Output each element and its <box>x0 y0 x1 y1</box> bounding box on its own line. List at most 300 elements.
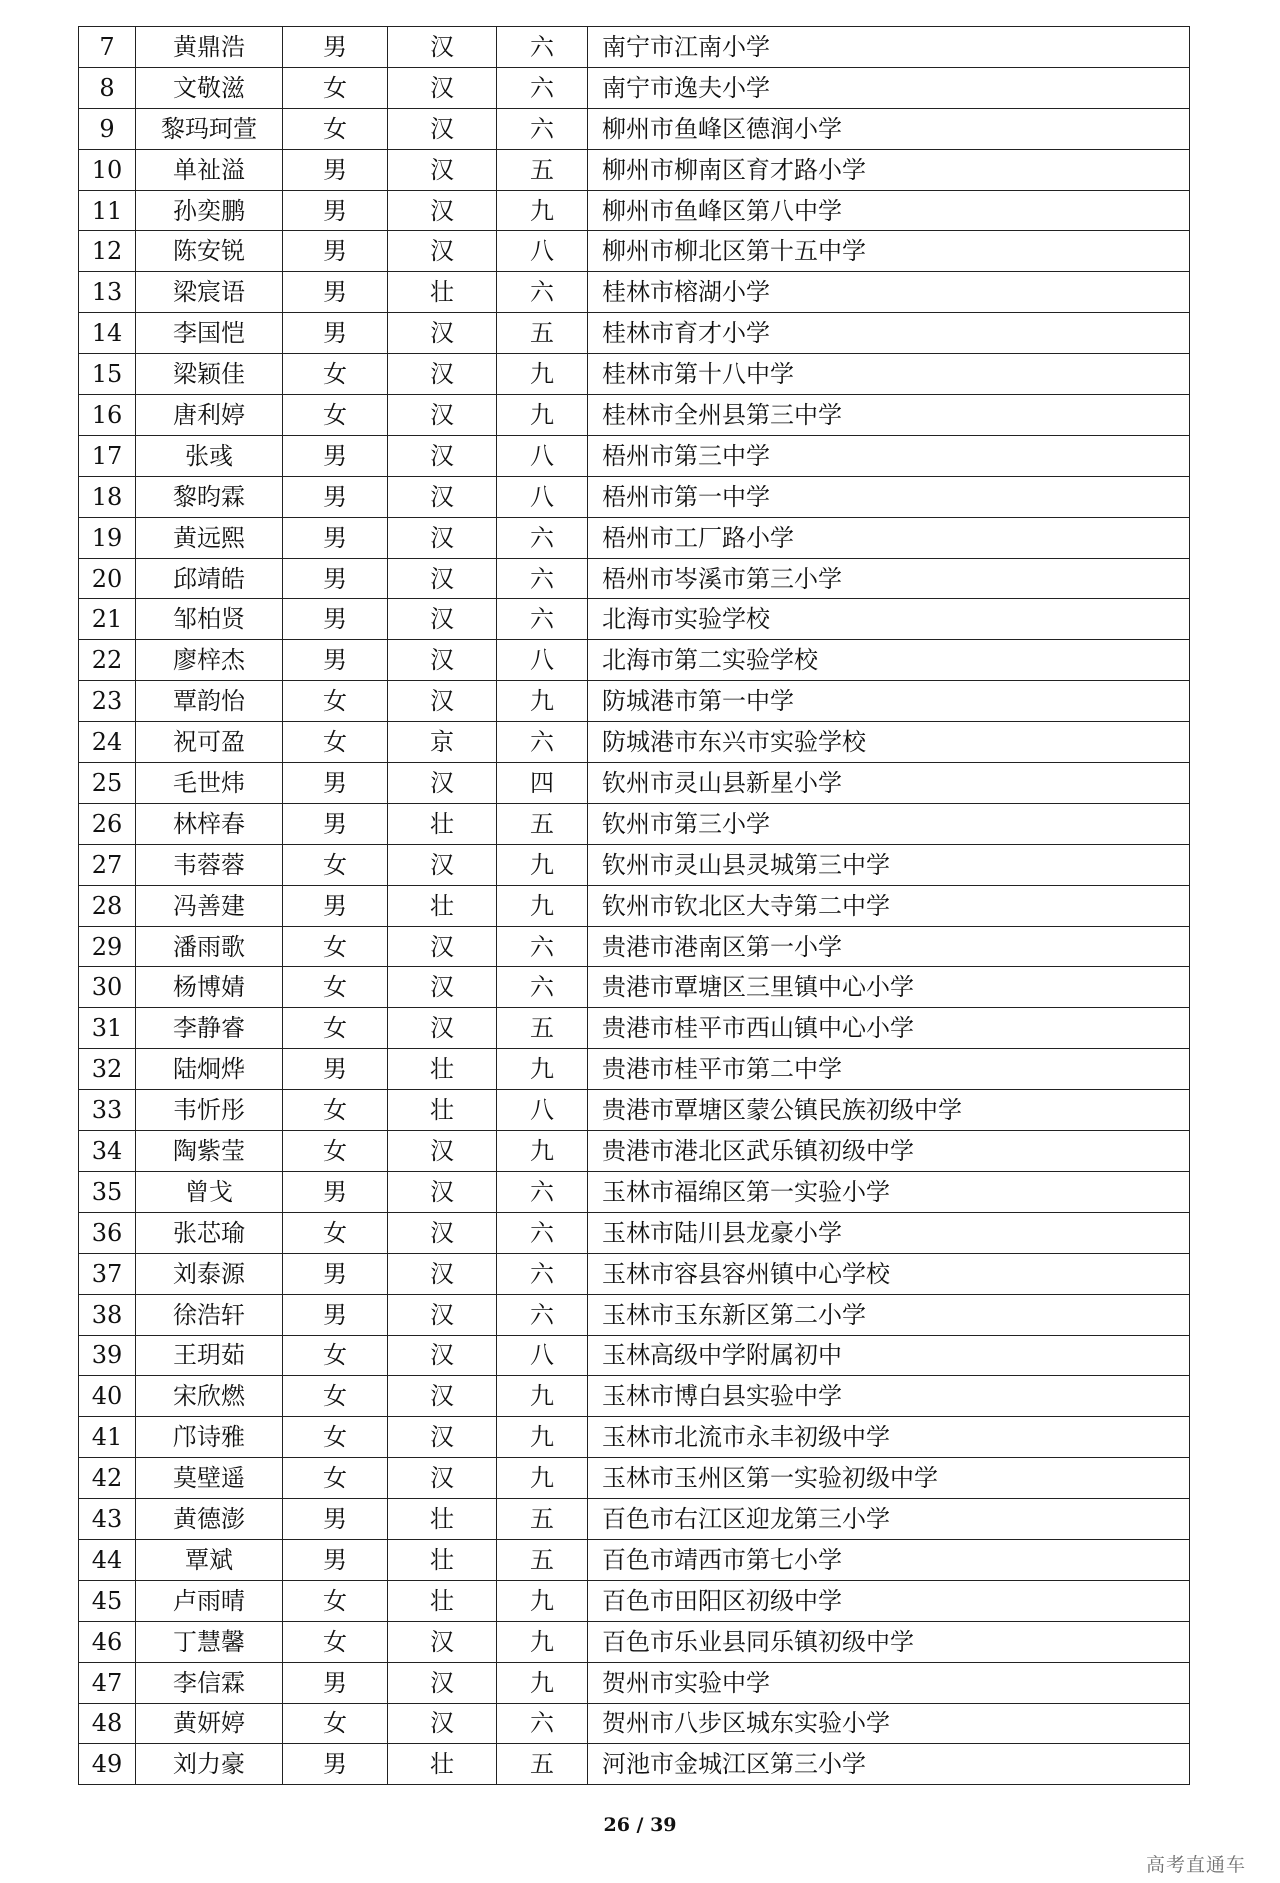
grade-cell: 六 <box>497 272 588 313</box>
grade-cell: 五 <box>497 803 588 844</box>
gender-cell: 女 <box>283 967 388 1008</box>
grade-cell: 九 <box>497 1131 588 1172</box>
table-row <box>79 1662 1190 1703</box>
name-cell: 张彧 <box>136 435 283 476</box>
row-number-cell: 43 <box>79 1499 136 1540</box>
school-cell: 桂林市第十八中学 <box>588 354 1190 395</box>
grade-cell: 九 <box>497 354 588 395</box>
name-cell: 邝诗雅 <box>136 1417 283 1458</box>
ethnicity-cell: 汉 <box>388 313 497 354</box>
row-number-cell: 33 <box>79 1090 136 1131</box>
gender-cell: 男 <box>283 885 388 926</box>
row-number-cell: 34 <box>79 1131 136 1172</box>
name-cell: 潘雨歌 <box>136 926 283 967</box>
school-cell: 南宁市江南小学 <box>588 27 1190 68</box>
name-cell: 邱靖皓 <box>136 558 283 599</box>
name-cell: 覃韵怡 <box>136 681 283 722</box>
ethnicity-cell: 汉 <box>388 681 497 722</box>
school-cell: 柳州市柳北区第十五中学 <box>588 231 1190 272</box>
ethnicity-cell: 汉 <box>388 27 497 68</box>
gender-cell: 女 <box>283 395 388 436</box>
ethnicity-cell: 汉 <box>388 395 497 436</box>
row-number-cell: 28 <box>79 885 136 926</box>
ethnicity-cell: 汉 <box>388 1212 497 1253</box>
school-cell: 北海市实验学校 <box>588 599 1190 640</box>
ethnicity-cell: 壮 <box>388 1580 497 1621</box>
school-cell: 玉林高级中学附属初中 <box>588 1335 1190 1376</box>
row-number-cell: 29 <box>79 926 136 967</box>
grade-cell: 六 <box>497 599 588 640</box>
school-cell: 贵港市港北区武乐镇初级中学 <box>588 1131 1190 1172</box>
table-row <box>79 1376 1190 1417</box>
gender-cell: 女 <box>283 681 388 722</box>
table-row <box>79 681 1190 722</box>
school-cell: 玉林市陆川县龙豪小学 <box>588 1212 1190 1253</box>
name-cell: 曾戈 <box>136 1171 283 1212</box>
gender-cell: 男 <box>283 190 388 231</box>
gender-cell: 男 <box>283 640 388 681</box>
name-cell: 单祉溢 <box>136 149 283 190</box>
row-number-cell: 42 <box>79 1458 136 1499</box>
gender-cell: 女 <box>283 1212 388 1253</box>
ethnicity-cell: 汉 <box>388 354 497 395</box>
grade-cell: 六 <box>497 1294 588 1335</box>
ethnicity-cell: 汉 <box>388 926 497 967</box>
gender-cell: 男 <box>283 149 388 190</box>
ethnicity-cell: 汉 <box>388 1171 497 1212</box>
row-number-cell: 44 <box>79 1539 136 1580</box>
grade-cell: 八 <box>497 1090 588 1131</box>
name-cell: 祝可盈 <box>136 722 283 763</box>
school-cell: 梧州市第一中学 <box>588 476 1190 517</box>
table-row <box>79 190 1190 231</box>
grade-cell: 六 <box>497 1171 588 1212</box>
name-cell: 宋欣燃 <box>136 1376 283 1417</box>
gender-cell: 女 <box>283 1621 388 1662</box>
ethnicity-cell: 汉 <box>388 763 497 804</box>
row-number-cell: 40 <box>79 1376 136 1417</box>
gender-cell: 女 <box>283 844 388 885</box>
grade-cell: 四 <box>497 763 588 804</box>
name-cell: 王玥茹 <box>136 1335 283 1376</box>
grade-cell: 八 <box>497 1335 588 1376</box>
grade-cell: 五 <box>497 313 588 354</box>
row-number-cell: 15 <box>79 354 136 395</box>
row-number-cell: 30 <box>79 967 136 1008</box>
table-row <box>79 1131 1190 1172</box>
name-cell: 李信霖 <box>136 1662 283 1703</box>
table-row <box>79 640 1190 681</box>
ethnicity-cell: 汉 <box>388 1417 497 1458</box>
grade-cell: 九 <box>497 1417 588 1458</box>
school-cell: 玉林市福绵区第一实验小学 <box>588 1171 1190 1212</box>
grade-cell: 九 <box>497 1580 588 1621</box>
grade-cell: 六 <box>497 926 588 967</box>
name-cell: 陶紫莹 <box>136 1131 283 1172</box>
school-cell: 南宁市逸夫小学 <box>588 67 1190 108</box>
grade-cell: 九 <box>497 395 588 436</box>
school-cell: 梧州市工厂路小学 <box>588 517 1190 558</box>
school-cell: 玉林市北流市永丰初级中学 <box>588 1417 1190 1458</box>
row-number-cell: 46 <box>79 1621 136 1662</box>
school-cell: 桂林市全州县第三中学 <box>588 395 1190 436</box>
ethnicity-cell: 壮 <box>388 803 497 844</box>
name-cell: 唐利婷 <box>136 395 283 436</box>
grade-cell: 六 <box>497 967 588 1008</box>
gender-cell: 男 <box>283 27 388 68</box>
table-row <box>79 149 1190 190</box>
table-row <box>79 1008 1190 1049</box>
row-number-cell: 31 <box>79 1008 136 1049</box>
school-cell: 北海市第二实验学校 <box>588 640 1190 681</box>
school-cell: 防城港市第一中学 <box>588 681 1190 722</box>
school-cell: 贵港市覃塘区三里镇中心小学 <box>588 967 1190 1008</box>
row-number-cell: 23 <box>79 681 136 722</box>
ethnicity-cell: 京 <box>388 722 497 763</box>
ethnicity-cell: 壮 <box>388 885 497 926</box>
table-row <box>79 926 1190 967</box>
table-row <box>79 1417 1190 1458</box>
school-cell: 钦州市钦北区大寺第二中学 <box>588 885 1190 926</box>
table-row <box>79 517 1190 558</box>
name-cell: 梁宸语 <box>136 272 283 313</box>
school-cell: 贺州市八步区城东实验小学 <box>588 1703 1190 1744</box>
ethnicity-cell: 汉 <box>388 1662 497 1703</box>
ethnicity-cell: 壮 <box>388 1499 497 1540</box>
gender-cell: 女 <box>283 1458 388 1499</box>
grade-cell: 五 <box>497 1744 588 1785</box>
gender-cell: 男 <box>283 1539 388 1580</box>
grade-cell: 九 <box>497 1458 588 1499</box>
table-row <box>79 803 1190 844</box>
gender-cell: 男 <box>283 558 388 599</box>
ethnicity-cell: 汉 <box>388 1253 497 1294</box>
table-row <box>79 67 1190 108</box>
name-cell: 黄妍婷 <box>136 1703 283 1744</box>
table-row <box>79 272 1190 313</box>
table-row <box>79 967 1190 1008</box>
grade-cell: 六 <box>497 1703 588 1744</box>
ethnicity-cell: 壮 <box>388 1744 497 1785</box>
table-row <box>79 27 1190 68</box>
name-cell: 毛世炜 <box>136 763 283 804</box>
school-cell: 钦州市灵山县灵城第三中学 <box>588 844 1190 885</box>
gender-cell: 男 <box>283 476 388 517</box>
school-cell: 桂林市育才小学 <box>588 313 1190 354</box>
school-cell: 防城港市东兴市实验学校 <box>588 722 1190 763</box>
row-number-cell: 49 <box>79 1744 136 1785</box>
gender-cell: 女 <box>283 1335 388 1376</box>
ethnicity-cell: 汉 <box>388 517 497 558</box>
name-cell: 卢雨晴 <box>136 1580 283 1621</box>
ethnicity-cell: 汉 <box>388 844 497 885</box>
row-number-cell: 19 <box>79 517 136 558</box>
name-cell: 李国恺 <box>136 313 283 354</box>
name-cell: 陆炯烨 <box>136 1049 283 1090</box>
gender-cell: 男 <box>283 1049 388 1090</box>
roster-body <box>79 27 1190 1785</box>
gender-cell: 男 <box>283 1744 388 1785</box>
row-number-cell: 27 <box>79 844 136 885</box>
row-number-cell: 21 <box>79 599 136 640</box>
school-cell: 河池市金城江区第三小学 <box>588 1744 1190 1785</box>
gender-cell: 女 <box>283 1376 388 1417</box>
row-number-cell: 47 <box>79 1662 136 1703</box>
name-cell: 丁慧馨 <box>136 1621 283 1662</box>
name-cell: 陈安锐 <box>136 231 283 272</box>
table-row <box>79 108 1190 149</box>
row-number-cell: 18 <box>79 476 136 517</box>
row-number-cell: 38 <box>79 1294 136 1335</box>
grade-cell: 五 <box>497 1539 588 1580</box>
school-cell: 钦州市灵山县新星小学 <box>588 763 1190 804</box>
grade-cell: 六 <box>497 517 588 558</box>
table-row <box>79 885 1190 926</box>
grade-cell: 五 <box>497 1499 588 1540</box>
name-cell: 黄德澎 <box>136 1499 283 1540</box>
row-number-cell: 10 <box>79 149 136 190</box>
row-number-cell: 13 <box>79 272 136 313</box>
row-number-cell: 48 <box>79 1703 136 1744</box>
gender-cell: 女 <box>283 1580 388 1621</box>
table-row <box>79 231 1190 272</box>
table-row <box>79 435 1190 476</box>
row-number-cell: 11 <box>79 190 136 231</box>
ethnicity-cell: 汉 <box>388 1294 497 1335</box>
grade-cell: 六 <box>497 27 588 68</box>
student-roster-table <box>78 26 1190 1785</box>
table-row <box>79 844 1190 885</box>
name-cell: 孙奕鹏 <box>136 190 283 231</box>
table-row <box>79 476 1190 517</box>
row-number-cell: 16 <box>79 395 136 436</box>
name-cell: 覃斌 <box>136 1539 283 1580</box>
row-number-cell: 20 <box>79 558 136 599</box>
name-cell: 张芯瑜 <box>136 1212 283 1253</box>
name-cell: 刘泰源 <box>136 1253 283 1294</box>
school-cell: 贵港市港南区第一小学 <box>588 926 1190 967</box>
ethnicity-cell: 汉 <box>388 558 497 599</box>
name-cell: 徐浩轩 <box>136 1294 283 1335</box>
name-cell: 黎玛珂萱 <box>136 108 283 149</box>
name-cell: 杨博婧 <box>136 967 283 1008</box>
ethnicity-cell: 汉 <box>388 149 497 190</box>
grade-cell: 五 <box>497 149 588 190</box>
grade-cell: 六 <box>497 722 588 763</box>
table-row <box>79 395 1190 436</box>
row-number-cell: 7 <box>79 27 136 68</box>
gender-cell: 男 <box>283 1499 388 1540</box>
grade-cell: 九 <box>497 1621 588 1662</box>
gender-cell: 女 <box>283 1703 388 1744</box>
table-row <box>79 1253 1190 1294</box>
school-cell: 百色市乐业县同乐镇初级中学 <box>588 1621 1190 1662</box>
school-cell: 梧州市第三中学 <box>588 435 1190 476</box>
table-row <box>79 1049 1190 1090</box>
grade-cell: 六 <box>497 558 588 599</box>
grade-cell: 九 <box>497 1662 588 1703</box>
school-cell: 玉林市博白县实验中学 <box>588 1376 1190 1417</box>
ethnicity-cell: 汉 <box>388 1131 497 1172</box>
school-cell: 贺州市实验中学 <box>588 1662 1190 1703</box>
gender-cell: 男 <box>283 1294 388 1335</box>
row-number-cell: 9 <box>79 108 136 149</box>
school-cell: 玉林市容县容州镇中心学校 <box>588 1253 1190 1294</box>
school-cell: 贵港市覃塘区蒙公镇民族初级中学 <box>588 1090 1190 1131</box>
grade-cell: 五 <box>497 1008 588 1049</box>
gender-cell: 女 <box>283 1131 388 1172</box>
gender-cell: 男 <box>283 599 388 640</box>
name-cell: 梁颖佳 <box>136 354 283 395</box>
page-number: 26 / 39 <box>603 1814 677 1836</box>
name-cell: 黄鼎浩 <box>136 27 283 68</box>
grade-cell: 六 <box>497 108 588 149</box>
gender-cell: 女 <box>283 108 388 149</box>
grade-cell: 八 <box>497 435 588 476</box>
gender-cell: 女 <box>283 354 388 395</box>
ethnicity-cell: 汉 <box>388 231 497 272</box>
table-row <box>79 354 1190 395</box>
ethnicity-cell: 壮 <box>388 1539 497 1580</box>
ethnicity-cell: 汉 <box>388 67 497 108</box>
name-cell: 莫壁遥 <box>136 1458 283 1499</box>
school-cell: 百色市右江区迎龙第三小学 <box>588 1499 1190 1540</box>
name-cell: 李静睿 <box>136 1008 283 1049</box>
grade-cell: 九 <box>497 844 588 885</box>
grade-cell: 九 <box>497 681 588 722</box>
gender-cell: 男 <box>283 435 388 476</box>
ethnicity-cell: 汉 <box>388 599 497 640</box>
ethnicity-cell: 汉 <box>388 1703 497 1744</box>
grade-cell: 九 <box>497 1376 588 1417</box>
name-cell: 韦蓉蓉 <box>136 844 283 885</box>
school-cell: 桂林市榕湖小学 <box>588 272 1190 313</box>
gender-cell: 男 <box>283 272 388 313</box>
ethnicity-cell: 壮 <box>388 1090 497 1131</box>
gender-cell: 女 <box>283 722 388 763</box>
name-cell: 文敬滋 <box>136 67 283 108</box>
row-number-cell: 45 <box>79 1580 136 1621</box>
school-cell: 百色市靖西市第七小学 <box>588 1539 1190 1580</box>
grade-cell: 八 <box>497 640 588 681</box>
name-cell: 邹柏贤 <box>136 599 283 640</box>
table-row <box>79 1580 1190 1621</box>
watermark-text: 高考直通车 <box>1145 1854 1246 1876</box>
school-cell: 梧州市岑溪市第三小学 <box>588 558 1190 599</box>
row-number-cell: 32 <box>79 1049 136 1090</box>
ethnicity-cell: 汉 <box>388 190 497 231</box>
table-row <box>79 1703 1190 1744</box>
grade-cell: 八 <box>497 476 588 517</box>
row-number-cell: 14 <box>79 313 136 354</box>
grade-cell: 九 <box>497 885 588 926</box>
row-number-cell: 36 <box>79 1212 136 1253</box>
table-row <box>79 1171 1190 1212</box>
school-cell: 玉林市玉东新区第二小学 <box>588 1294 1190 1335</box>
table-row <box>79 313 1190 354</box>
grade-cell: 六 <box>497 1212 588 1253</box>
ethnicity-cell: 汉 <box>388 1376 497 1417</box>
table-row <box>79 1499 1190 1540</box>
gender-cell: 男 <box>283 517 388 558</box>
name-cell: 黎昀霖 <box>136 476 283 517</box>
gender-cell: 男 <box>283 1171 388 1212</box>
gender-cell: 女 <box>283 926 388 967</box>
gender-cell: 男 <box>283 313 388 354</box>
name-cell: 刘力豪 <box>136 1744 283 1785</box>
row-number-cell: 24 <box>79 722 136 763</box>
row-number-cell: 26 <box>79 803 136 844</box>
gender-cell: 女 <box>283 1417 388 1458</box>
name-cell: 冯善建 <box>136 885 283 926</box>
table-row <box>79 1090 1190 1131</box>
gender-cell: 男 <box>283 803 388 844</box>
gender-cell: 女 <box>283 67 388 108</box>
table-row <box>79 1458 1190 1499</box>
table-row <box>79 1212 1190 1253</box>
table-row <box>79 1294 1190 1335</box>
name-cell: 廖梓杰 <box>136 640 283 681</box>
table-row <box>79 1539 1190 1580</box>
ethnicity-cell: 壮 <box>388 272 497 313</box>
table-row <box>79 1621 1190 1662</box>
gender-cell: 男 <box>283 1662 388 1703</box>
school-cell: 贵港市桂平市西山镇中心小学 <box>588 1008 1190 1049</box>
ethnicity-cell: 汉 <box>388 108 497 149</box>
row-number-cell: 37 <box>79 1253 136 1294</box>
ethnicity-cell: 汉 <box>388 476 497 517</box>
grade-cell: 六 <box>497 1253 588 1294</box>
ethnicity-cell: 汉 <box>388 1621 497 1662</box>
gender-cell: 女 <box>283 1090 388 1131</box>
ethnicity-cell: 汉 <box>388 1458 497 1499</box>
table-row <box>79 763 1190 804</box>
row-number-cell: 25 <box>79 763 136 804</box>
school-cell: 柳州市鱼峰区第八中学 <box>588 190 1190 231</box>
row-number-cell: 39 <box>79 1335 136 1376</box>
table-row <box>79 722 1190 763</box>
ethnicity-cell: 壮 <box>388 1049 497 1090</box>
row-number-cell: 8 <box>79 67 136 108</box>
school-cell: 钦州市第三小学 <box>588 803 1190 844</box>
ethnicity-cell: 汉 <box>388 1335 497 1376</box>
row-number-cell: 35 <box>79 1171 136 1212</box>
ethnicity-cell: 汉 <box>388 435 497 476</box>
row-number-cell: 17 <box>79 435 136 476</box>
gender-cell: 男 <box>283 231 388 272</box>
gender-cell: 女 <box>283 1008 388 1049</box>
table-row <box>79 1335 1190 1376</box>
row-number-cell: 41 <box>79 1417 136 1458</box>
table-row <box>79 558 1190 599</box>
gender-cell: 男 <box>283 1253 388 1294</box>
row-number-cell: 22 <box>79 640 136 681</box>
grade-cell: 九 <box>497 190 588 231</box>
name-cell: 韦忻彤 <box>136 1090 283 1131</box>
school-cell: 柳州市柳南区育才路小学 <box>588 149 1190 190</box>
ethnicity-cell: 汉 <box>388 640 497 681</box>
name-cell: 林梓春 <box>136 803 283 844</box>
ethnicity-cell: 汉 <box>388 967 497 1008</box>
grade-cell: 九 <box>497 1049 588 1090</box>
grade-cell: 八 <box>497 231 588 272</box>
ethnicity-cell: 汉 <box>388 1008 497 1049</box>
school-cell: 贵港市桂平市第二中学 <box>588 1049 1190 1090</box>
name-cell: 黄远熙 <box>136 517 283 558</box>
table-row <box>79 599 1190 640</box>
grade-cell: 六 <box>497 67 588 108</box>
school-cell: 柳州市鱼峰区德润小学 <box>588 108 1190 149</box>
